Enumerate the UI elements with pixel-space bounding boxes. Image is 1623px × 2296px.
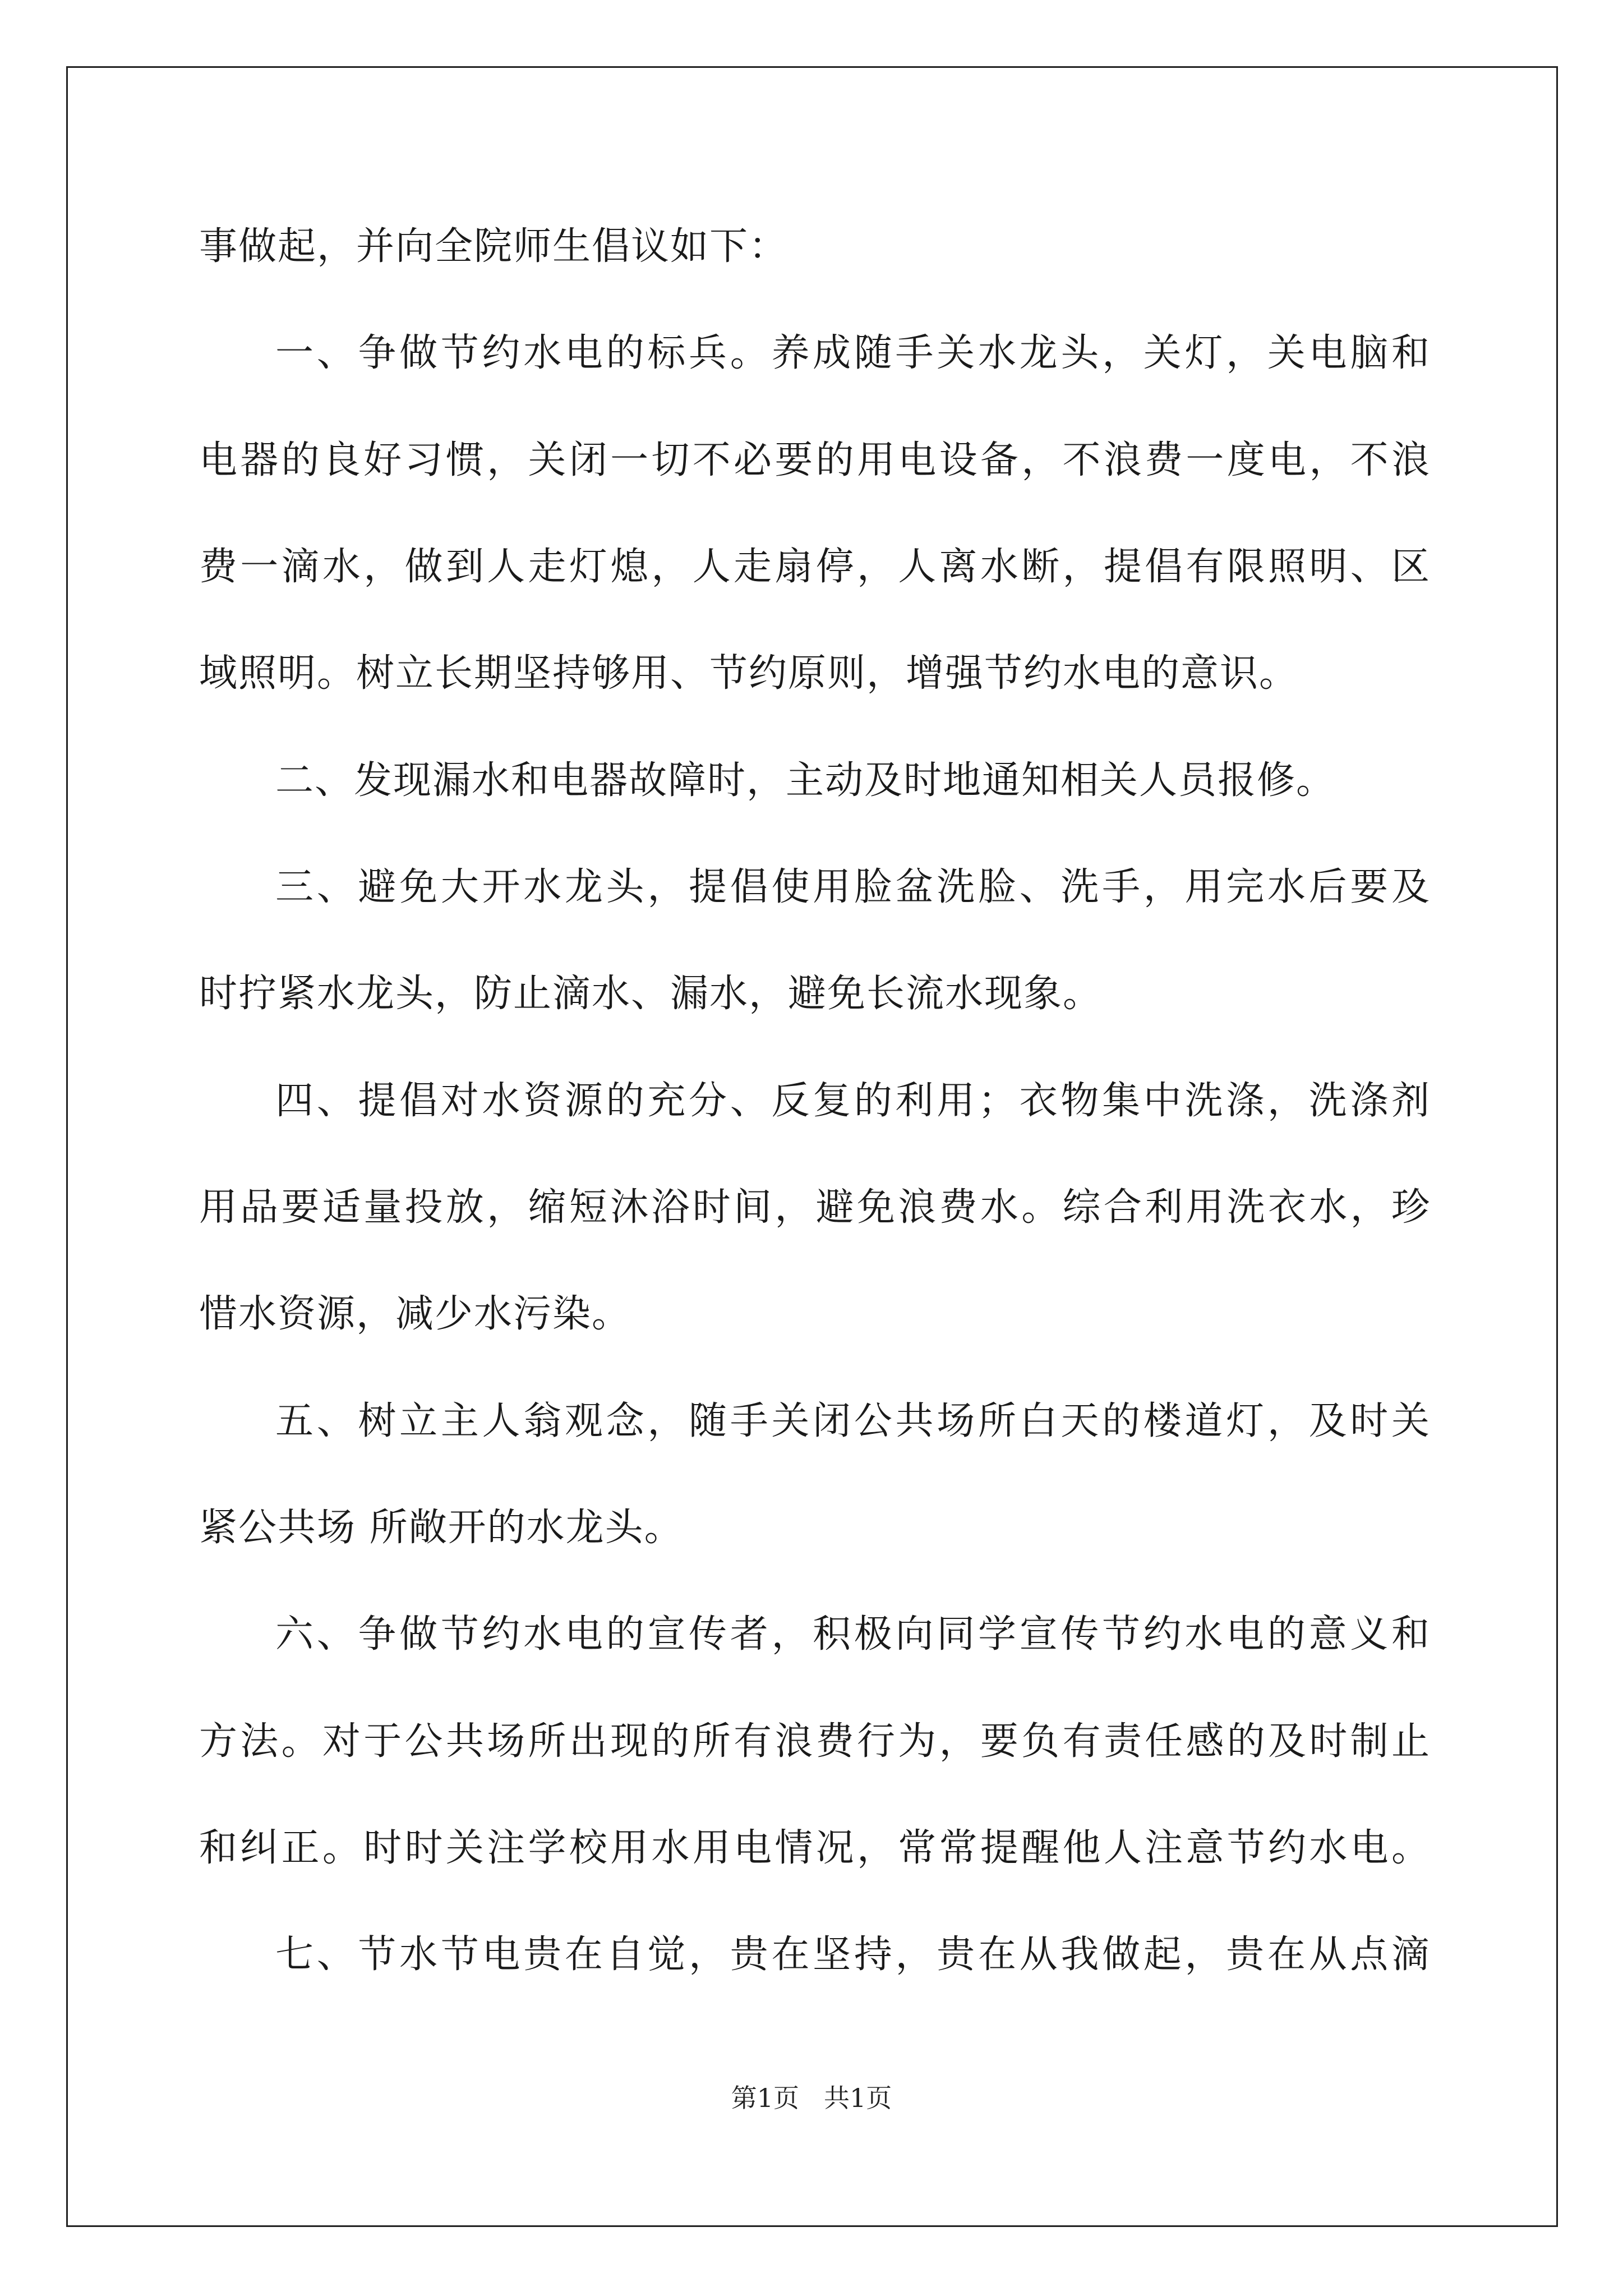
text-line-3: 电器的良好习惯，关闭一切不必要的用电设备，不浪费一度电，不浪 bbox=[199, 438, 1431, 482]
text-line-11: 惜水资源，减少水污染。 bbox=[199, 1292, 631, 1336]
text-line-6: 二、发现漏水和电器故障时，主动及时地通知相关人员报修。 bbox=[275, 758, 1336, 803]
page-footer bbox=[0, 2081, 1623, 2115]
text-line-10: 用品要适量投放，缩短沐浴时间，避免浪费水。综合利用洗衣水，珍 bbox=[199, 1185, 1431, 1230]
text-line-8: 时拧紧水龙头，防止滴水、漏水，避免长流水现象。 bbox=[199, 972, 1103, 1016]
text-line-13: 紧公共场 所敞开的水龙头。 bbox=[199, 1506, 684, 1550]
page-border bbox=[66, 66, 1558, 2227]
page-number: 第1页 bbox=[731, 2083, 800, 2113]
text-line-17: 七、节水节电贵在自觉，贵在坚持，贵在从我做起，贵在从点滴 bbox=[275, 1932, 1431, 1977]
text-line-16: 和纠正。时时关注学校用水用电情况，常常提醒他人注意节约水电。 bbox=[199, 1826, 1431, 1870]
text-line-15: 方法。对于公共场所出现的所有浪费行为，要负有责任感的及时制止 bbox=[199, 1719, 1431, 1764]
text-line-2: 一、争做节约水电的标兵。养成随手关水龙头，关灯，关电脑和 bbox=[275, 331, 1431, 375]
page-total: 共1页 bbox=[823, 2083, 892, 2113]
text-line-12: 五、树立主人翁观念，随手关闭公共场所白天的楼道灯，及时关 bbox=[275, 1399, 1431, 1443]
text-line-9: 四、提倡对水资源的充分、反复的利用；衣物集中洗涤，洗涤剂 bbox=[275, 1079, 1431, 1123]
text-line-5: 域照明。树立长期坚持够用、节约原则，增强节约水电的意识。 bbox=[199, 651, 1299, 696]
text-line-14: 六、争做节约水电的宣传者，积极向同学宣传节约水电的意义和 bbox=[275, 1612, 1431, 1657]
text-line-7: 三、避免大开水龙头，提倡使用脸盆洗脸、洗手，用完水后要及 bbox=[275, 865, 1431, 909]
text-line-4: 费一滴水，做到人走灯熄，人走扇停，人离水断，提倡有限照明、区 bbox=[199, 545, 1431, 589]
text-line-1: 事做起，并向全院师生倡议如下： bbox=[199, 224, 789, 269]
